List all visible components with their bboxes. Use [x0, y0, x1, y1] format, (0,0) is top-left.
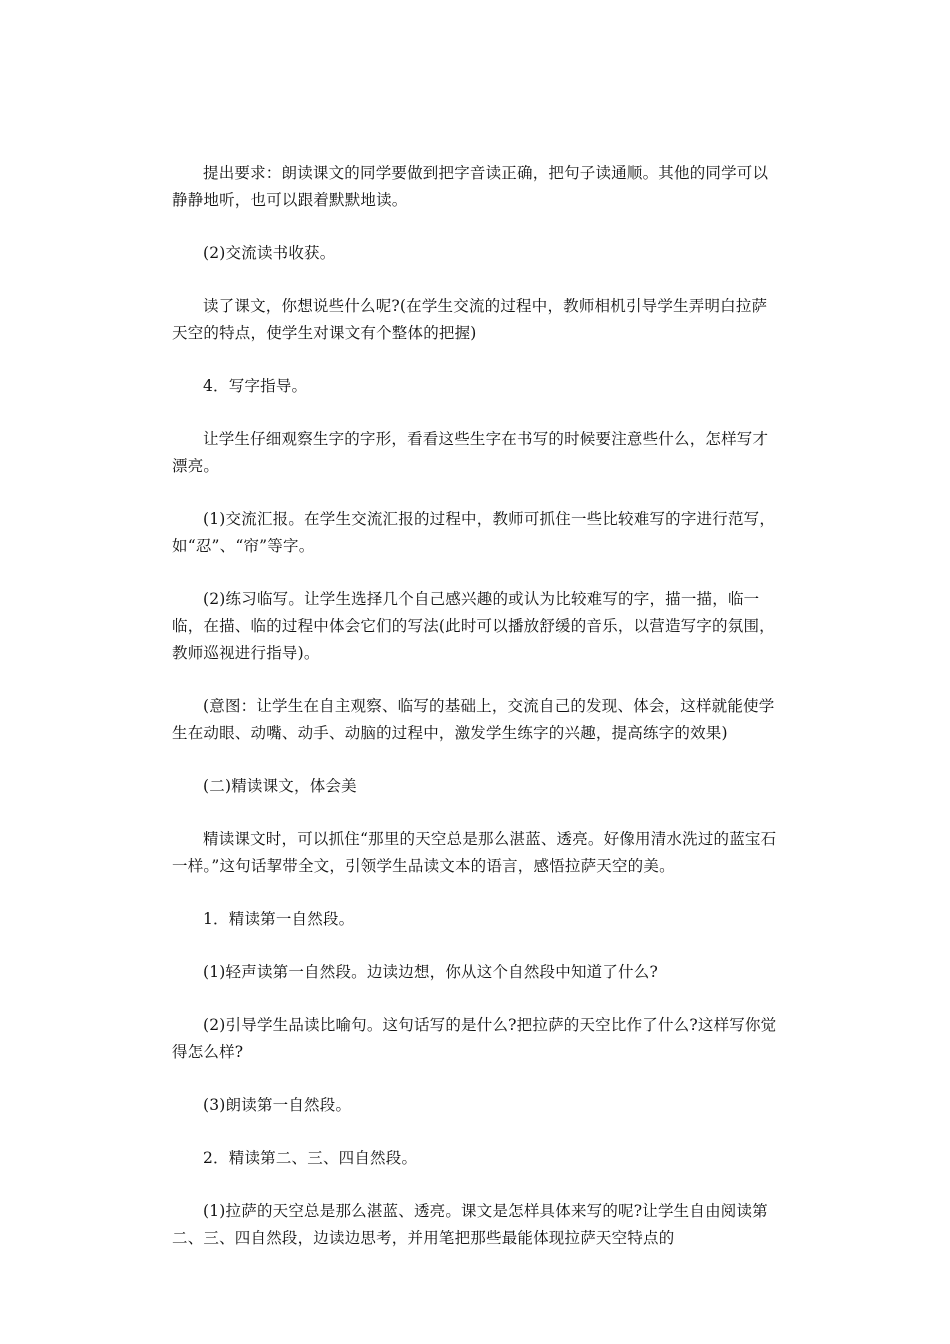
paragraph-discussion-question: 读了课文，你想说些什么呢?(在学生交流的过程中，教师相机引导学生弄明白拉萨天空的特点，使学生对课文有个整体的把握)	[172, 297, 768, 342]
document-body	[172, 160, 780, 1252]
paragraph-lhasa-sky-reading: (1)拉萨的天空总是那么湛蓝、透亮。课文是怎样具体来写的呢?让学生自由阅读第二、三、四自然段，边读边思考，并用笔把那些最能体现拉萨天空特点的	[172, 1202, 768, 1247]
paragraph-first-section-heading: 1．精读第一自然段。	[203, 910, 355, 928]
paragraph-exchange-report: (1)交流汇报。在学生交流汇报的过程中，教师可抓住一些比较难写的字进行范写，如“忍”、“帘”等字。	[172, 510, 776, 555]
paragraph-observe-characters: 让学生仔细观察生字的字形，看看这些生字在书写的时候要注意些什么，怎样写才漂亮。	[172, 430, 769, 475]
paragraph-writing-guidance-heading: 4．写字指导。	[203, 377, 308, 395]
paragraph-read-aloud: (3)朗读第一自然段。	[203, 1096, 352, 1114]
paragraph-share-reading-gains: (2)交流读书收获。	[203, 244, 336, 262]
paragraph-read-softly: (1)轻声读第一自然段。边读边想，你从这个自然段中知道了什么?	[203, 963, 658, 981]
paragraph-practice-copying: (2)练习临写。让学生选择几个自己感兴趣的或认为比较难写的字，描一描，临一临，在描、临的过程中体会它们的写法(此时可以播放舒缓的音乐，以营造写字的氛围，教师巡视进行指导)。	[172, 590, 775, 662]
paragraph-metaphor-guidance: (2)引导学生品读比喻句。这句话写的是什么?把拉萨的天空比作了什么?这样写你觉得怎么样?	[172, 1016, 777, 1061]
paragraph-sections-two-to-four-heading: 2．精读第二、三、四自然段。	[203, 1149, 418, 1167]
paragraph-reading-requirements: 提出要求：朗读课文的同学要做到把字音读正确，把句子读通顺。其他的同学可以静静地听，也可以跟着默默地读。	[172, 164, 769, 209]
paragraph-intent-note: (意图：让学生在自主观察、临写的基础上，交流自己的发现、体会，这样就能使学生在动眼、动嘴、动手、动脑的过程中，激发学生练字的兴趣，提高练字的效果)	[172, 697, 775, 742]
paragraph-close-reading-intro: 精读课文时，可以抓住“那里的天空总是那么湛蓝、透亮。好像用清水洗过的蓝宝石一样。”这句话挈带全文，引领学生品读文本的语言，感悟拉萨天空的美。	[172, 830, 777, 875]
paragraph-section-heading-close-reading: (二)精读课文，体会美	[203, 777, 357, 795]
